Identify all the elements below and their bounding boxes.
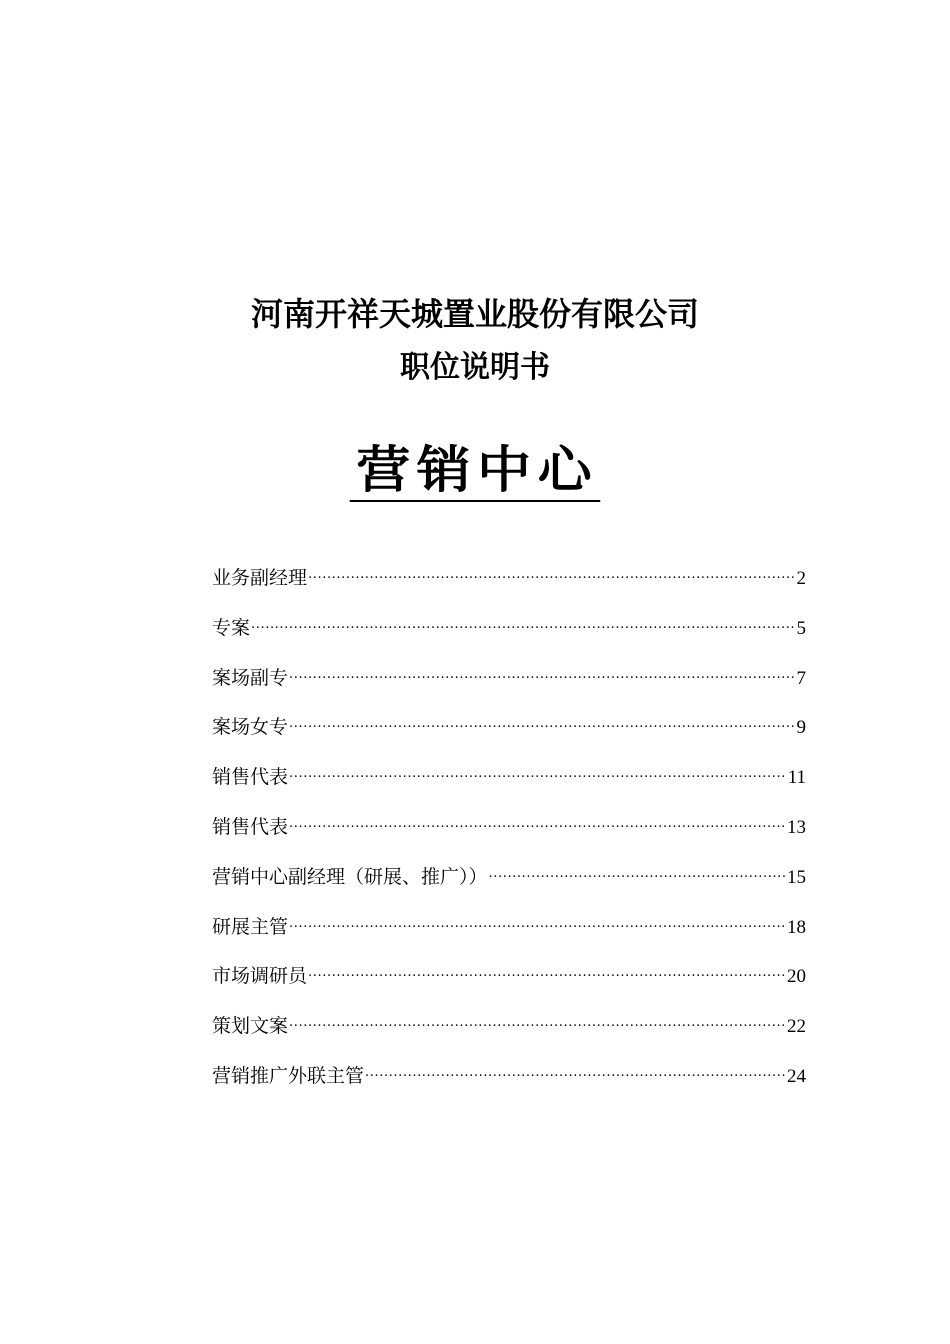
toc-entry-page: 24 [787, 1065, 806, 1087]
toc-entry[interactable] [212, 610, 806, 660]
toc-entry[interactable] [212, 809, 806, 859]
toc-entry[interactable] [212, 1008, 806, 1058]
toc-entry-page: 20 [787, 966, 806, 988]
toc-entry-page: 2 [796, 568, 806, 589]
toc-entry-label: 业务副经理 [212, 567, 308, 589]
toc-entry-label: 研展主管 [212, 915, 289, 938]
toc-entry[interactable] [212, 560, 806, 610]
toc-entry-label: 营销推广外联主管 [212, 1064, 365, 1087]
toc-entry-page: 15 [787, 866, 806, 888]
toc-leader-dots [289, 813, 786, 833]
toc-leader-dots [308, 962, 786, 982]
toc-entry-page: 22 [787, 1016, 806, 1038]
toc-leader-dots [289, 1012, 786, 1032]
toc-entry-page: 13 [787, 816, 806, 838]
toc-entry-label: 专案 [212, 616, 251, 639]
document-title: 职位说明书 [400, 350, 550, 385]
toc-leader-dots [289, 664, 795, 684]
toc-entry[interactable] [212, 660, 806, 710]
toc-entry-page: 9 [796, 717, 806, 739]
toc-leader-dots [289, 913, 786, 933]
toc-entry-label: 销售代表 [212, 815, 289, 838]
toc-entry-label: 营销中心副经理（研展、推广）） [212, 865, 488, 888]
toc-leader-dots [289, 763, 787, 783]
toc-entry-label: 案场女专 [212, 716, 289, 739]
table-of-contents [212, 560, 806, 1108]
toc-entry[interactable] [212, 1058, 806, 1108]
toc-leader-dots [308, 564, 795, 584]
toc-entry[interactable] [212, 859, 806, 909]
toc-leader-dots [289, 713, 795, 733]
toc-entry[interactable] [212, 958, 806, 1008]
toc-leader-dots [489, 863, 786, 883]
toc-leader-dots [365, 1062, 786, 1082]
department-heading [0, 440, 950, 502]
toc-entry-page: 18 [787, 916, 806, 938]
toc-leader-dots [251, 614, 795, 634]
toc-entry-label: 销售代表 [212, 766, 289, 789]
toc-entry-page: 7 [796, 667, 806, 689]
toc-entry-page: 11 [787, 767, 806, 789]
department-title: 营销中心 [350, 440, 601, 502]
toc-entry-label: 策划文案 [212, 1015, 289, 1038]
toc-entry[interactable] [212, 759, 806, 809]
toc-entry[interactable] [212, 909, 806, 959]
company-title: 河南开祥天城置业股份有限公司 [250, 295, 699, 333]
toc-entry-label: 市场调研员 [212, 965, 308, 988]
toc-entry-label: 案场副专 [212, 666, 289, 689]
toc-entry[interactable] [212, 709, 806, 759]
toc-entry-page: 5 [796, 617, 806, 639]
